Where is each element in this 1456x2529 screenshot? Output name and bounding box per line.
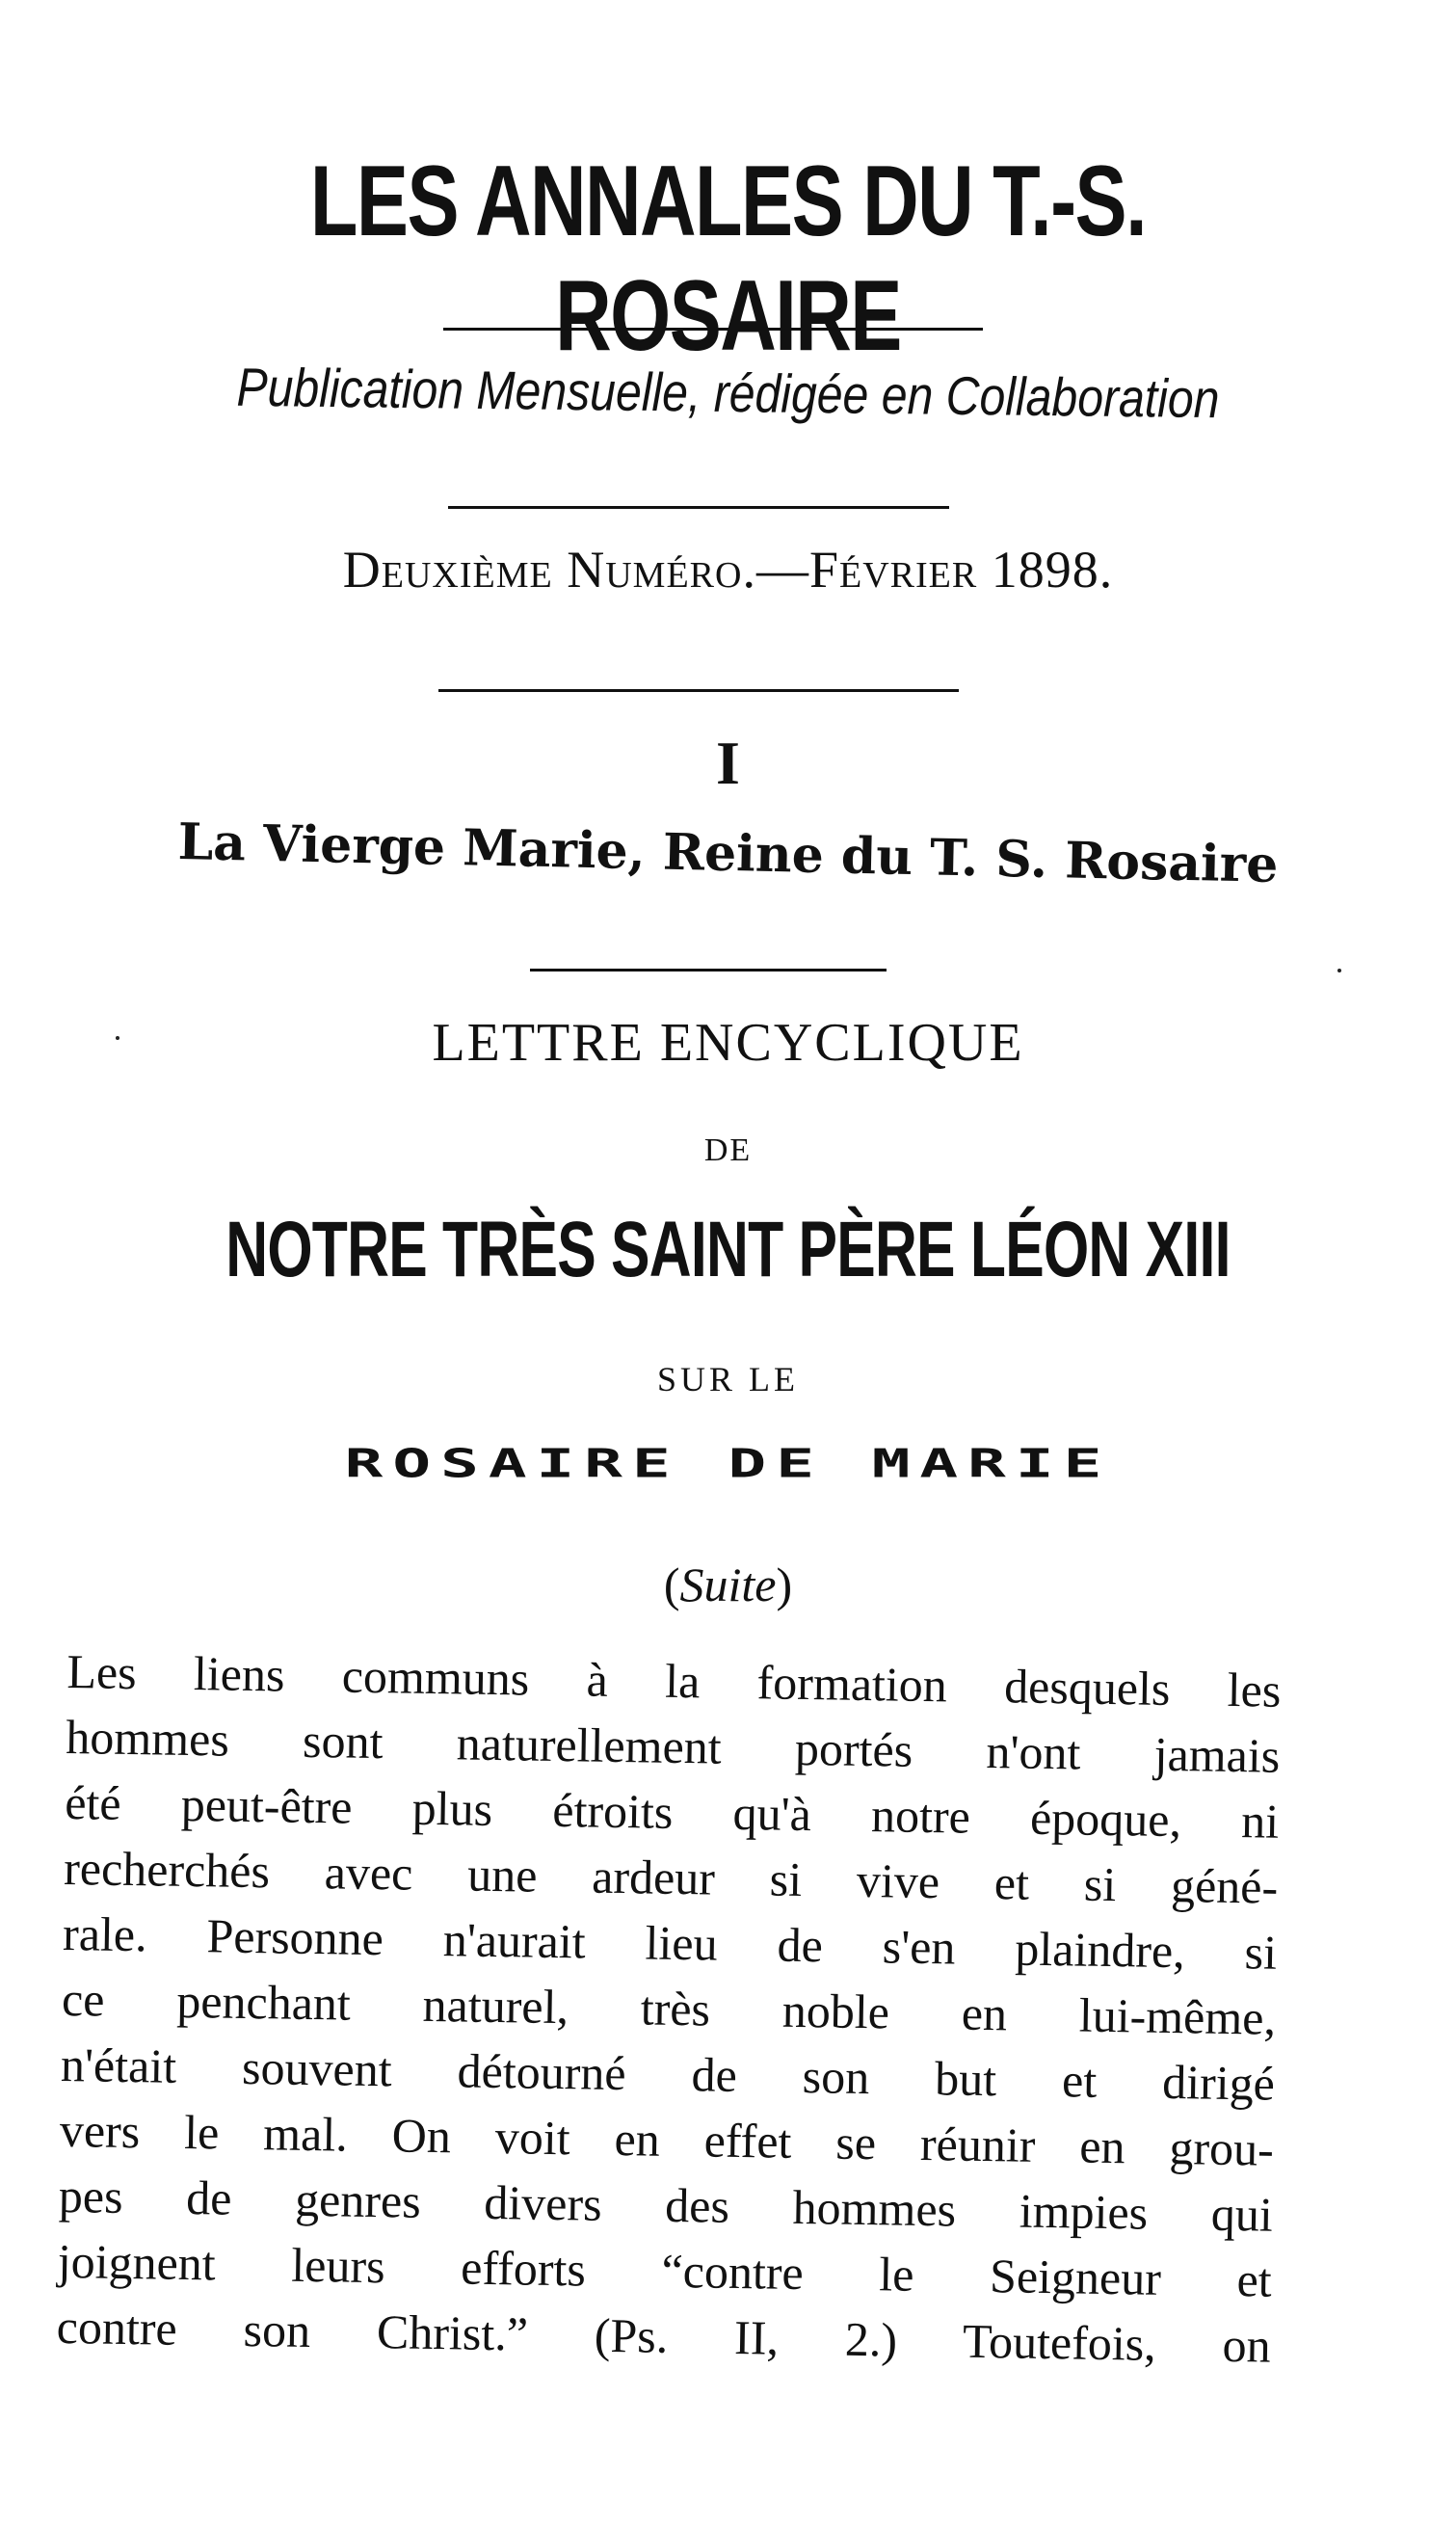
encyclical-sur-le: SUR LE (656, 1360, 799, 1398)
print-speck (1337, 969, 1341, 972)
body-line: Les liens communs à la formation desquels les (66, 1643, 1282, 1717)
encyclical-subject: ROSAIRE DE MARIE (344, 1440, 1112, 1487)
body-line: ce penchant naturel, très noble en lui-même, (61, 1971, 1277, 2045)
chapter-numeral: I (716, 729, 740, 797)
issue-line: Deuxième Numéro.—Février 1898. (342, 541, 1114, 599)
body-paragraph (56, 1638, 1282, 2379)
body-line: joignent leurs efforts “contre le Seigneur et (57, 2233, 1273, 2307)
body-line: été peut-être plus étroits qu'à notre époque, ni (64, 1774, 1280, 1849)
chapter-title: La Vierge Marie, Reine du T. S. Rosaire (177, 812, 1279, 894)
encyclical-heading: LETTRE ENCYCLIQUE (432, 1013, 1024, 1073)
encyclical-de: DE (703, 1132, 753, 1168)
masthead-title: LES ANNALES DU T.-S. ROSAIRE (309, 146, 1147, 372)
encyclical-author: NOTRE TRÈS SAINT PÈRE LÉON XIII (225, 1206, 1231, 1293)
continuation-paren-open: ( (663, 1557, 680, 1611)
print-speck (116, 1036, 119, 1040)
body-line: hommes sont naturellement portés n'ont jamais (65, 1709, 1281, 1783)
divider-rule (443, 328, 983, 331)
body-line: vers le mal. On voit en effet se réunir en grou- (59, 2102, 1275, 2176)
body-line: contre son Christ.” (Ps. II, 2.) Toutefois, on (56, 2299, 1272, 2373)
body-line: recherchés avec une ardeur si vive et si géné- (63, 1840, 1279, 1914)
body-line: pes de genres divers des hommes impies qui (58, 2168, 1274, 2242)
divider-rule (530, 969, 887, 972)
body-line: n'était souvent détourné de son but et dirigé (60, 2037, 1276, 2111)
continuation-word: Suite (679, 1557, 777, 1611)
continuation-note (0, 1557, 1456, 1612)
divider-rule (438, 689, 959, 692)
body-line: rale. Personne n'aurait lieu de s'en plaindre, si (62, 1905, 1278, 1980)
divider-rule (448, 506, 949, 509)
continuation-paren-close: ) (776, 1557, 793, 1611)
publication-subtitle: Publication Mensuelle, rédigée en Collaboration (236, 356, 1220, 430)
